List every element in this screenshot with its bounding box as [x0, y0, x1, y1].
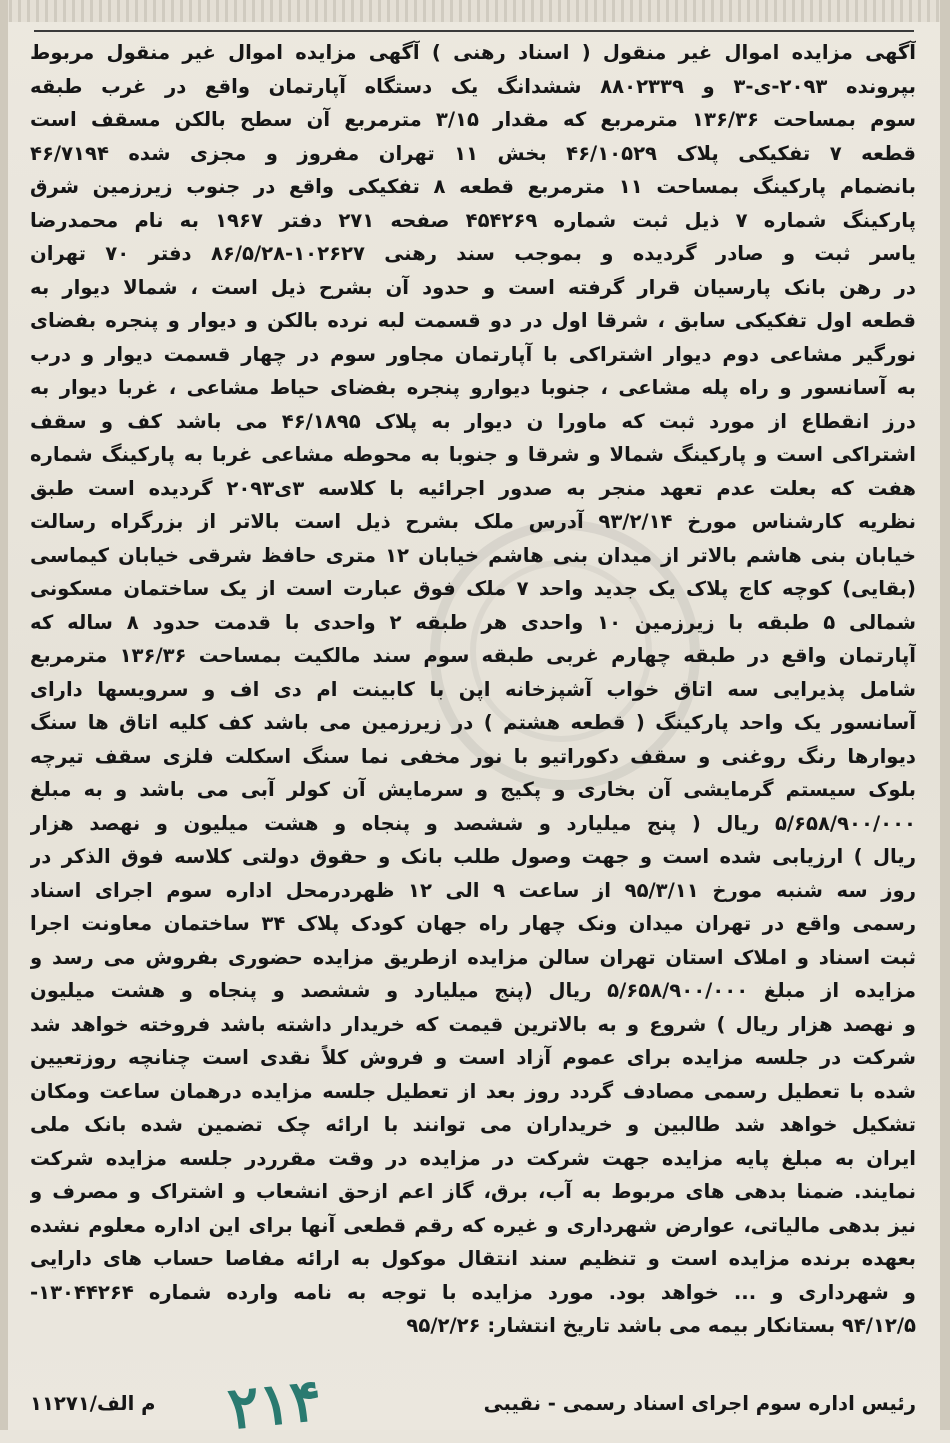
notice-line: سوم بمساحت ۱۳۶/۳۶ مترمربع که مقدار ۳/۱۵ مترمربع آن سطح بالکن مسقف است	[30, 108, 916, 131]
notice-line: تشکیل خواهد شد طالبین و خریداران می توانند با ارائه چک تضمین شده بانک ملی	[30, 1113, 916, 1136]
notice-line: بلوک سیستم گرمایشی آن بخاری و پکیج و سرمایش آن کولر آبی می باشد و به مبلغ	[30, 778, 916, 801]
notice-line: قطعه ۷ تفکیکی پلاک ۴۶/۱۰۵۲۹ بخش ۱۱ تهران مفروز و مجزی شده ۴۶/۷۱۹۴	[30, 141, 916, 165]
notice-line: و نهصد هزار ریال ) شروع و به بالاترین قیمت که خریدار داشته باشد فروخته خواهد شد	[30, 1012, 916, 1036]
notice-line: اشتراکی است و پارکینگ شمالا و شرقا و جنوبا به محوطه مشاعی غربا به پارکینگ شماره	[30, 443, 916, 466]
top-rule	[34, 30, 914, 32]
notice-line: شامل پذیرایی سه اتاق خواب آشپزخانه اپن با کابینت ام دی اف و سرویسها دارای	[30, 677, 916, 701]
notice-line: شمالی ۵ طبقه با زیرزمین ۱۰ واحدی هر طبقه ۲ واحدی با قدمت حدود ۸ ساله که	[30, 610, 916, 634]
notice-code: ۱۱۲۷۱/م الف	[30, 1392, 156, 1415]
notice-line: و شهرداری و ... خواهد بود. مورد مزایده با توجه به نامه وارده شماره ۱۳۰۴۴۲۶۴-	[30, 1280, 916, 1304]
notice-line: هفت که بعلت عدم تعهد منجر به صدور اجرائیه با کلاسه ۳ی۲۰۹۳ گردیده است طبق	[30, 476, 916, 500]
notice-line: یاسر ثبت و صادر گردیده و بموجب سند رهنی ۱۰۲۶۲۷-۸۶/۵/۲۸ دفتر ۷۰ تهران	[30, 242, 916, 265]
notice-line: ایران به مبلغ پایه مزایده جهت شرکت در مزایده در وقت مقرردر جلسه مزایده شرکت	[30, 1146, 916, 1170]
notice-line: بانضمام پارکینگ بمساحت ۱۱ مترمربع قطعه ۸ تفکیکی واقع در جنوب زیرزمین شرق	[30, 175, 916, 198]
notice-line: نیز بدهی مالیاتی، عوارض شهرداری و غیره که رقم قطعی آنها برای این اداره معلوم نشده	[30, 1213, 916, 1237]
notice-footer	[30, 1386, 916, 1422]
notice-line: آسانسور یک واحد پارکینگ ( قطعه هشتم ) در زیرزمین می باشد کف کلیه اتاق ها سنگ	[30, 711, 916, 734]
notice-line: درز انقطاع از مورد ثبت که ماورا ن دیوار به پلاک ۴۶/۱۸۹۵ می باشد کف و سقف	[30, 409, 916, 433]
notice-line: شده با تعطیل رسمی مصادف گردد روز بعد از تعطیل جلسه مزایده درهمان ساعت ومکان	[30, 1079, 916, 1103]
notice-line: ۹۴/۱۲/۵ بستانکار بیمه می باشد تاریخ انتشار: ۹۵/۲/۲۶	[406, 1314, 916, 1337]
auction-notice-body	[30, 36, 916, 1343]
left-margin	[0, 0, 8, 1430]
notice-line: به آسانسور و راه پله مشاعی ، جنوبا دیوارو پنجره بفضای حیاط مشاعی ، غربا دیوار به	[30, 376, 916, 399]
torn-top-edge	[0, 0, 950, 22]
notice-line: ۵/۶۵۸/۹۰۰/۰۰۰ ریال ( پنج میلیارد و ششصد و پنجاه و هشت میلیون و نهصد هزار	[30, 811, 916, 835]
notice-line: آپارتمان واقع در طبقه چهارم غربی طبقه سوم سند مالکیت بمساحت ۱۳۶/۳۶ مترمربع	[30, 644, 916, 667]
notice-line: دیوارها رنگ روغنی و سقف دکوراتیو با نور مخفی نما سنگ اسکلت فلزی سقف تیرچه	[30, 744, 916, 768]
notice-line: رسمی واقع در تهران میدان ونک چهار راه جهان کودک پلاک ۳۴ ساختمان معاونت اجرا	[30, 912, 916, 935]
notice-line: نظریه کارشناس مورخ ۹۳/۲/۱۴ آدرس ملک بشرح ذیل است بالاتر از بزرگراه رسالت	[30, 510, 916, 533]
right-margin	[940, 0, 950, 1430]
notice-line: خیابان بنی هاشم بالاتر از میدان بنی هاشم خیابان ۱۲ متری حافظ شرقی خیابان کیماسی	[30, 543, 916, 567]
notice-line: در رهن بانک پارسیان قرار گرفته است و حدود آن بشرح ذیل است ، شمالا دیوار به	[30, 275, 916, 299]
signature-line: رئیس اداره سوم اجرای اسناد رسمی - نقیبی	[483, 1392, 916, 1415]
notice-line: (بقایی) کوچه کاج پلاک یک جدید واحد ۷ ملک فوق عبارت است از یک ساختمان مسکونی	[30, 577, 916, 600]
notice-line: قطعه اول تفکیکی سابق ، شرقا اول در دو قسمت لبه نرده بالکن و دیوار و پنجره بفضای	[30, 309, 916, 332]
notice-line: مزایده از مبلغ ۵/۶۵۸/۹۰۰/۰۰۰ ریال (پنج میلیارد و ششصد و پنجاه و هشت میلیون	[30, 979, 916, 1002]
handwritten-page-number: ۲۱۴	[224, 1365, 325, 1443]
notice-line: بعهده برنده مزایده است و تنظیم سند انتقال موکول به ارائه مفاصا حساب های دارایی	[30, 1247, 916, 1270]
notice-line: نمایند. ضمنا بدهی های مربوط به آب، برق، گاز اعم ازحق انشعاب و اشتراک و مصرف و	[30, 1180, 916, 1203]
notice-line: ریال ) ارزیابی شده است و جهت وصول طلب بانک و حقوق دولتی کلاسه فوق الذکر در	[30, 845, 916, 868]
notice-line: نورگیر مشاعی دوم دیوار اشتراکی با آپارتمان مجاور سوم در چهار قسمت دیوار و درب	[30, 342, 916, 366]
notice-line: بپرونده ۲۰۹۳-ی-۳ و ۸۸۰۲۳۳۹ ششدانگ یک دستگاه آپارتمان واقع در غرب طبقه	[30, 74, 916, 98]
notice-line: ثبت اسناد و املاک استان تهران سالن مزایده ازطریق مزایده حضوری بفروش می رسد و	[30, 945, 916, 969]
notice-line: شرکت در جلسه مزایده برای عموم آزاد است و فروش کلاً نقدی است چنانچه روزتعیین	[30, 1046, 916, 1069]
notice-line: روز سه شنبه مورخ ۹۵/۳/۱۱ از ساعت ۹ الی ۱۲ ظهردرمحل اداره سوم اجرای اسناد	[30, 878, 916, 902]
notice-line: آگهی مزایده اموال غیر منقول ( اسناد رهنی ) آگهی مزایده اموال غیر منقول مربوط	[30, 41, 916, 64]
notice-line: پارکینگ شماره ۷ ذیل ثبت شماره ۴۵۴۲۶۹ صفحه ۲۷۱ دفتر ۱۹۶۷ به نام محمدرضا	[30, 208, 916, 232]
